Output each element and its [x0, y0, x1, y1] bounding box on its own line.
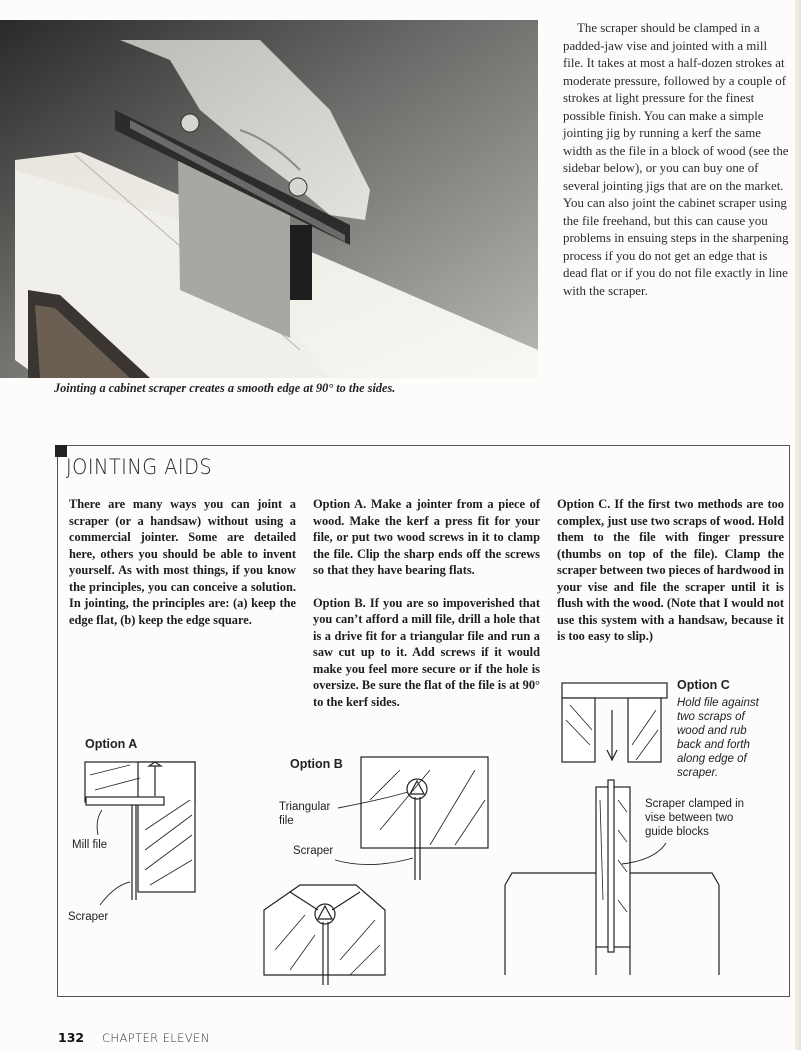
scraper-jointing-photo	[0, 20, 538, 378]
option-a-paragraph: Option A. Make a jointer from a piece of wood. Make the kerf a press fit for your file, or put two wood screws in it to clamp the file. Clip the sharp ends off the screws so that they have bearing flats.	[313, 497, 540, 577]
sidebar-option-c-column	[557, 496, 784, 661]
sidebar-title: JOINTING AIDS	[66, 455, 213, 479]
option-c-diagram-title: Option C	[677, 678, 730, 692]
triangular-file-label: Triangular file	[279, 801, 331, 827]
page-edge	[795, 0, 801, 1050]
sidebar-options-ab-column	[313, 496, 540, 726]
option-a-diagram-title: Option A	[85, 737, 138, 751]
scraper-label-a: Scraper	[68, 911, 109, 923]
page-number: 132	[58, 1030, 85, 1045]
mill-file-label: Mill file	[72, 839, 108, 851]
chapter-title: CHAPTER ELEVEN	[102, 1031, 210, 1045]
option-c-paragraph: Option C. If the first two methods are too complex, just use two scraps of wood. Hold them to the file with finger pressure (thumbs on top of the file). Clamp the scraper between two pieces of hardwood in your vise and file the scraper until it is flush with the wood. (Note that I would not use this system with a handsaw, because it is too easy to slip.)	[557, 497, 784, 643]
intro-paragraph: There are many ways you can joint a scraper (or a handsaw) without using a commercial jointer. Some are detailed here, others you should be able to invent yourself. As with most things, if you know the principles, you can conceive a solution. In jointing, the principles are: (a) keep the edge flat, (b) keep the edge square.	[69, 497, 296, 627]
option-b-diagram-title: Option B	[290, 757, 343, 771]
option-b-paragraph: Option B. If you are so impoverished that you can’t afford a mill file, drill a hole that is a drive fit for a triangular file and run a saw cut up to it. Add screws if it would make you feel more secure or if the hole is oversize. Be sure the flat of the file is at 90° to the kerf sides.	[313, 595, 540, 709]
sidebar-intro-column	[69, 496, 296, 644]
option-c-note: Hold file against two scraps of wood and rub back and forth along edge of scraper.	[677, 697, 759, 779]
body-paragraph: The scraper should be clamped in a padded-jaw vise and jointed with a mill file. It takes at most a half-dozen strokes at moderate pressure, followed by a couple of strokes at light pressure for the finest possible finish. You can make a simple jointing jig by running a kerf the same width as the file in a block of wood (see the sidebar below), or you can buy one of several jointing jigs that are on the market. You can also joint the cabinet scraper using the file freehand, but this can cause you problems in ensuing steps in the sharpening process if you do not get an edge that is dead flat or if you do not file exactly in line with the scraper.	[563, 21, 789, 298]
scraper-clamped-label: Scraper clamped in vise between two guide blocks	[645, 798, 745, 838]
photo-caption: Jointing a cabinet scraper creates a smooth edge at 90° to the sides.	[54, 381, 396, 395]
scraper-label-b: Scraper	[293, 845, 334, 857]
